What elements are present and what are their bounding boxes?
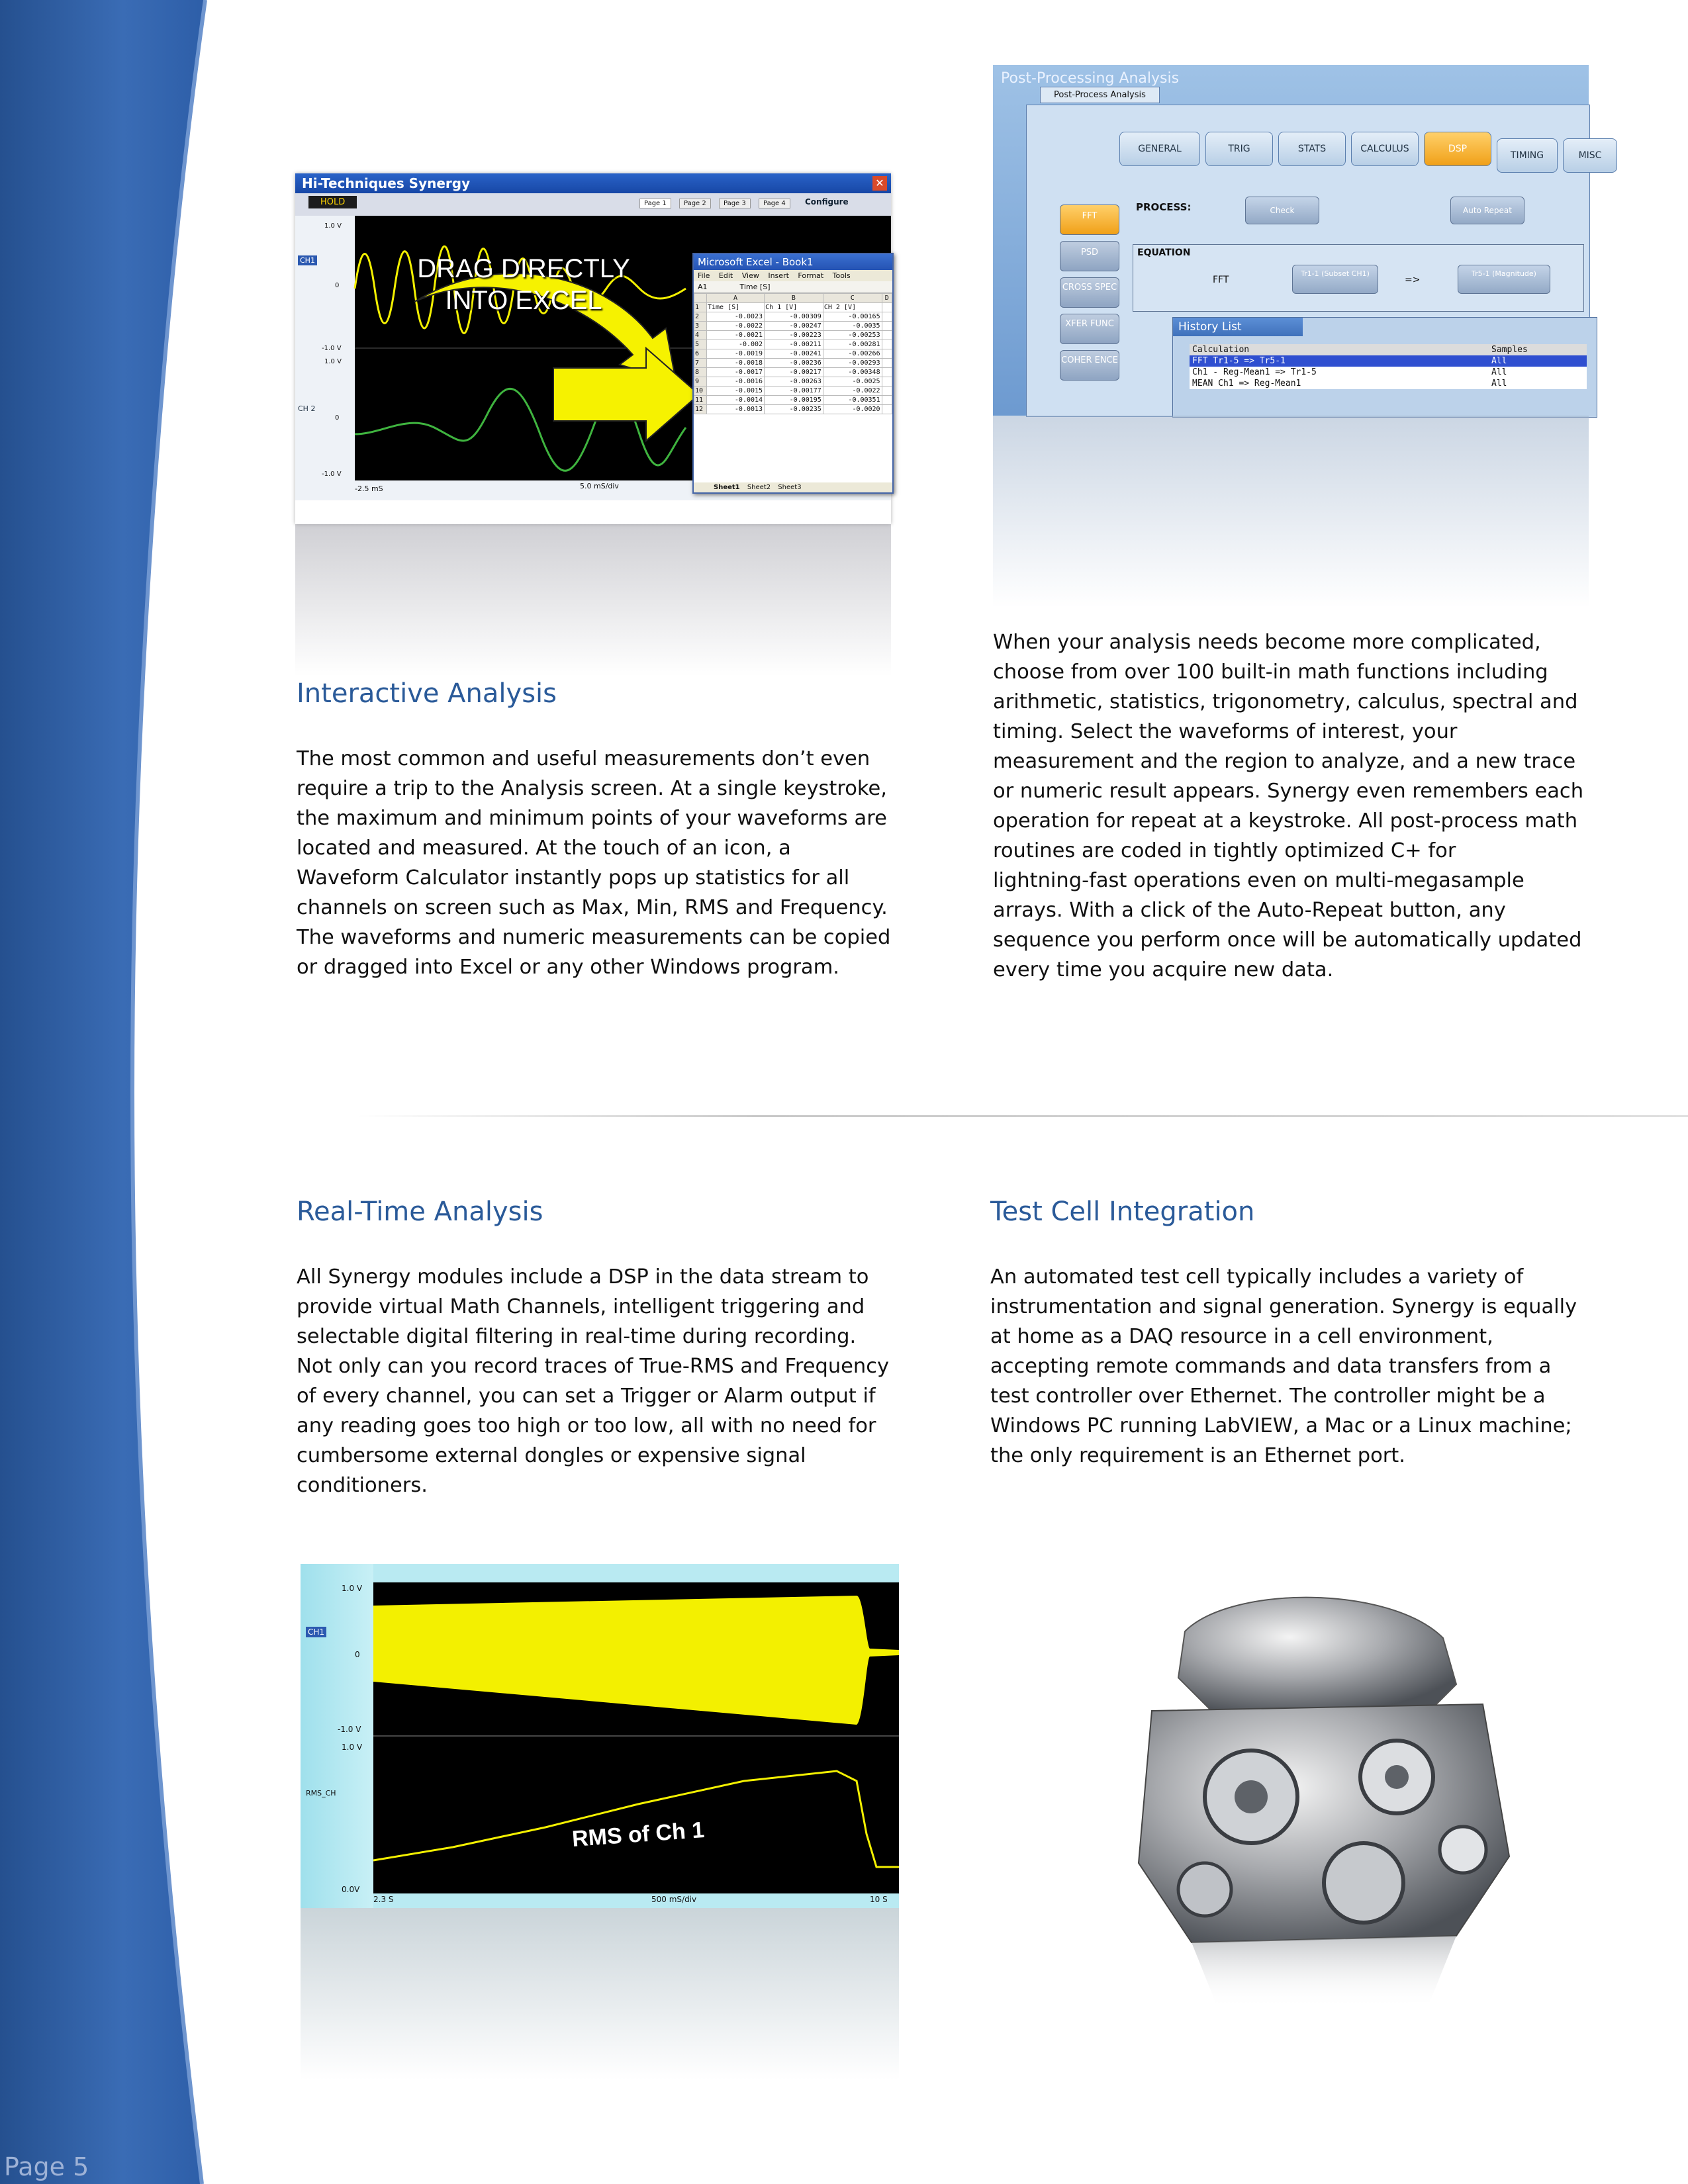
- equation-arrow: =>: [1405, 275, 1421, 285]
- excel-menu: [694, 270, 892, 281]
- excel-row-number[interactable]: 12: [694, 405, 707, 414]
- excel-cell[interactable]: CH 2 [V]: [823, 303, 882, 312]
- rms-y-label-5: 0.0V: [342, 1885, 360, 1894]
- excel-title: Microsoft Excel - Book1: [694, 254, 892, 270]
- excel-cell[interactable]: -0.00263: [765, 377, 823, 387]
- rms-x-right: 10 S: [870, 1895, 888, 1904]
- synergy-title-text: Hi-Techniques Synergy: [302, 175, 471, 191]
- excel-data-row: [694, 340, 892, 349]
- paragraph-line: selectable digital filtering in real-time during recording.: [297, 1325, 857, 1348]
- ch2-label: CH 2: [298, 404, 316, 413]
- paragraph-line: conditioners.: [297, 1474, 428, 1497]
- history-title: History List: [1173, 318, 1303, 336]
- real-time-analysis-body: [297, 1262, 894, 1500]
- ppa-reflection: [993, 416, 1589, 608]
- excel-data-row: [694, 377, 892, 387]
- engine-photo: [1086, 1578, 1549, 2115]
- equation-dst[interactable]: Tr5-1 (Magnitude): [1458, 265, 1550, 294]
- paragraph-line: sequence you perform once will be automatically updated: [993, 929, 1582, 952]
- tab-general[interactable]: GENERAL: [1119, 132, 1200, 166]
- rms-channel-label: RMS_CH: [306, 1789, 336, 1797]
- paragraph-line: cumbersome external dongles or expensive signal: [297, 1444, 806, 1467]
- paragraph-line: located and measured. At the touch of an icon, a: [297, 837, 791, 860]
- tab-page-4[interactable]: Page 4: [759, 199, 790, 208]
- excel-cell[interactable]: -0.00236: [765, 359, 823, 368]
- excel-menu-tools[interactable]: Tools: [832, 271, 851, 280]
- paragraph-line: timing. Select the waveforms of interest, your: [993, 720, 1458, 743]
- excel-data-row: [694, 396, 892, 405]
- excel-formula[interactable]: Time [S]: [739, 283, 771, 291]
- excel-cell[interactable]: -0.00253: [823, 331, 882, 340]
- paragraph-line: accepting remote commands and data transfers from a: [990, 1355, 1552, 1378]
- paragraph-line: operation for repeat at a keystroke. All post-process math: [993, 809, 1578, 833]
- synergy-toolbar: [295, 193, 891, 216]
- excel-data-row: [694, 331, 892, 340]
- overlay-line-1: DRAG DIRECTLY: [417, 254, 630, 283]
- excel-cell[interactable]: [882, 349, 892, 359]
- ppa-window-title: Post-Processing Analysis: [1001, 70, 1180, 87]
- excel-cell[interactable]: [882, 359, 892, 368]
- paragraph-line: arrays. With a click of the Auto-Repeat button, any: [993, 899, 1506, 922]
- excel-cell[interactable]: [882, 368, 892, 377]
- section-divider: [357, 1115, 1688, 1117]
- auto-repeat-button[interactable]: Auto Repeat: [1450, 197, 1524, 224]
- excel-cell[interactable]: -0.00293: [823, 359, 882, 368]
- overlay-line-2: INTO EXCEL: [445, 286, 602, 315]
- side-xfer-func[interactable]: XFER FUNC: [1060, 314, 1119, 344]
- test-cell-integration-heading: Test Cell Integration: [990, 1197, 1255, 1227]
- excel-cell[interactable]: [882, 331, 892, 340]
- excel-cell[interactable]: [882, 377, 892, 387]
- sheet-tab-1[interactable]: Sheet1: [714, 484, 740, 491]
- excel-row-number[interactable]: 2: [694, 312, 707, 322]
- excel-formula-bar: [694, 281, 892, 293]
- paragraph-line: the maximum and minimum points of your waveforms are: [297, 807, 887, 830]
- paragraph-line: Windows PC running LabVIEW, a Mac or a Linux machine;: [990, 1414, 1572, 1437]
- excel-cell-ref[interactable]: A1: [698, 283, 708, 291]
- page-number: Page 5: [4, 2152, 89, 2181]
- x-div-label: 5.0 mS/div: [580, 482, 619, 490]
- excel-col-d[interactable]: D: [882, 294, 892, 303]
- excel-header-row: 1 Time [S] Ch 1 [V] CH 2 [V]: [694, 303, 892, 312]
- paragraph-line: of every channel, you can set a Trigger or Alarm output if: [297, 1385, 876, 1408]
- configure-button[interactable]: Configure: [805, 197, 849, 206]
- paragraph-line: Not only can you record traces of True-RMS and Frequency: [297, 1355, 890, 1378]
- excel-cell[interactable]: -0.00235: [765, 405, 823, 414]
- tab-calculus[interactable]: CALCULUS: [1351, 132, 1419, 166]
- y-label-1: 1.0 V: [324, 222, 342, 230]
- excel-cell[interactable]: Time [S]: [707, 303, 765, 312]
- excel-cell[interactable]: -0.00241: [765, 349, 823, 359]
- tab-page-3[interactable]: Page 3: [719, 199, 751, 208]
- fft-label: FFT: [1213, 275, 1229, 285]
- excel-row-number[interactable]: 10: [694, 387, 707, 396]
- excel-row-number[interactable]: 3: [694, 322, 707, 331]
- tab-trig[interactable]: TRIG: [1205, 132, 1273, 166]
- side-psd[interactable]: PSD: [1060, 241, 1119, 271]
- rms-axis-strip: [301, 1564, 373, 1908]
- excel-row-number[interactable]: 11: [694, 396, 707, 405]
- rms-y-label-1: 1.0 V: [342, 1584, 363, 1593]
- excel-cell[interactable]: -0.00211: [765, 340, 823, 349]
- excel-row-number[interactable]: 6: [694, 349, 707, 359]
- x-left-label: -2.5 mS: [355, 484, 383, 493]
- ppa-screenshot: [993, 65, 1602, 416]
- paragraph-line: Waveform Calculator instantly pops up statistics for all: [297, 866, 850, 889]
- process-label: PROCESS:: [1136, 201, 1192, 213]
- excel-cell[interactable]: -0.00281: [823, 340, 882, 349]
- excel-cell[interactable]: -0.00348: [823, 368, 882, 377]
- excel-menu-view[interactable]: View: [741, 271, 759, 280]
- rms-x-div: 500 mS/div: [651, 1895, 697, 1904]
- history-col-calc: Calculation: [1192, 345, 1250, 355]
- history-calc: Ch1 - Reg-Mean1 => Tr1-5: [1192, 367, 1317, 377]
- tab-page-1[interactable]: Page 1: [639, 199, 671, 208]
- excel-data-row: [694, 349, 892, 359]
- excel-cell[interactable]: -0.0019: [707, 349, 765, 359]
- history-table: [1190, 344, 1587, 389]
- post-process-body: [993, 627, 1591, 985]
- rms-reflection: [301, 1908, 899, 2080]
- excel-col-c[interactable]: C: [823, 294, 882, 303]
- excel-cell[interactable]: -0.0018: [707, 359, 765, 368]
- excel-data-row: [694, 312, 892, 322]
- excel-cell[interactable]: -0.00217: [765, 368, 823, 377]
- y-label-6: -1.0 V: [322, 471, 342, 478]
- excel-cell[interactable]: [882, 322, 892, 331]
- excel-sheet-tabs: [694, 482, 892, 492]
- rms-scope-screenshot: [301, 1564, 899, 1908]
- history-header-row: [1190, 344, 1587, 355]
- side-coherence[interactable]: COHER ENCE: [1060, 350, 1119, 381]
- sheet-tab-2[interactable]: Sheet2: [747, 484, 771, 491]
- close-icon[interactable]: ✕: [872, 176, 887, 191]
- equation-src[interactable]: Tr1-1 (Subset CH1): [1292, 265, 1378, 294]
- excel-cell[interactable]: -0.0022: [707, 322, 765, 331]
- excel-cell[interactable]: -0.0016: [707, 377, 765, 387]
- excel-cell[interactable]: -0.0035: [823, 322, 882, 331]
- left-blue-swoosh: [0, 0, 212, 2184]
- excel-data-row: [694, 387, 892, 396]
- excel-cell[interactable]: [882, 340, 892, 349]
- excel-cell[interactable]: -0.0021: [707, 331, 765, 340]
- side-fft[interactable]: FFT: [1060, 205, 1119, 235]
- real-time-analysis-heading: Real-Time Analysis: [297, 1197, 543, 1227]
- overlay-text: [414, 253, 633, 316]
- paragraph-line: every time you acquire new data.: [993, 958, 1334, 981]
- excel-col-header-row: [694, 294, 892, 303]
- y-label-5: 0: [335, 414, 340, 422]
- history-samples: All: [1491, 356, 1507, 366]
- tab-dsp[interactable]: DSP: [1424, 132, 1491, 166]
- synergy-axis-strip: [295, 216, 355, 480]
- excel-col-a[interactable]: A: [707, 294, 765, 303]
- excel-cell[interactable]: [882, 396, 892, 405]
- tab-timing[interactable]: TIMING: [1497, 138, 1558, 173]
- test-cell-integration-body: [990, 1262, 1591, 1471]
- sheet-tab-3[interactable]: Sheet3: [778, 484, 802, 491]
- synergy-excel-screenshot: [295, 173, 891, 524]
- excel-cell[interactable]: -0.00195: [765, 396, 823, 405]
- paragraph-line: at home as a DAQ resource in a cell environment,: [990, 1325, 1493, 1348]
- paragraph-line: require a trip to the Analysis screen. At a single keystroke,: [297, 777, 887, 800]
- history-row[interactable]: [1190, 355, 1587, 367]
- paragraph-line: routines are coded in tightly optimized C+ for: [993, 839, 1456, 862]
- excel-cell[interactable]: -0.0022: [823, 387, 882, 396]
- paragraph-line: When your analysis needs become more complicated,: [993, 631, 1541, 654]
- excel-data-row: [694, 405, 892, 414]
- paragraph-line: The most common and useful measurements don’t even: [297, 747, 870, 770]
- rms-y-label-3: -1.0 V: [338, 1725, 361, 1734]
- paragraph-line: choose from over 100 built-in math functions including: [993, 660, 1548, 684]
- check-button[interactable]: Check: [1245, 197, 1319, 224]
- synergy-reflection: [295, 524, 891, 676]
- excel-cell[interactable]: -0.00165: [823, 312, 882, 322]
- history-samples: All: [1491, 367, 1507, 377]
- excel-row-number[interactable]: 5: [694, 340, 707, 349]
- excel-cell[interactable]: -0.0020: [823, 405, 882, 414]
- y-label-2: 0: [335, 282, 340, 289]
- excel-row-number[interactable]: 9: [694, 377, 707, 387]
- rms-ch1-badge: CH1: [306, 1627, 326, 1637]
- paragraph-line: or numeric result appears. Synergy even remembers each: [993, 780, 1584, 803]
- excel-grid: [694, 293, 892, 414]
- excel-cell[interactable]: -0.00309: [765, 312, 823, 322]
- ch1-badge: CH1: [298, 255, 317, 265]
- rms-x-left: 2.3 S: [373, 1895, 394, 1904]
- paragraph-line: test controller over Ethernet. The controller might be a: [990, 1385, 1546, 1408]
- excel-cell[interactable]: -0.00223: [765, 331, 823, 340]
- excel-cell[interactable]: -0.0015: [707, 387, 765, 396]
- excel-cell[interactable]: Ch 1 [V]: [765, 303, 823, 312]
- paragraph-line: provide virtual Math Channels, intelligent triggering and: [297, 1295, 865, 1318]
- excel-row-number[interactable]: 4: [694, 331, 707, 340]
- excel-cell[interactable]: -0.0014: [707, 396, 765, 405]
- excel-data-row: [694, 359, 892, 368]
- excel-window: [692, 253, 894, 494]
- paragraph-line: or dragged into Excel or any other Windows program.: [297, 956, 839, 979]
- excel-col-b[interactable]: B: [765, 294, 823, 303]
- history-calc: FFT Tr1-5 => Tr5-1: [1192, 356, 1286, 366]
- interactive-analysis-body: [297, 744, 894, 982]
- tab-misc[interactable]: MISC: [1563, 138, 1617, 173]
- rms-y-label-4: 1.0 V: [342, 1743, 363, 1752]
- excel-cell[interactable]: [882, 387, 892, 396]
- excel-cell[interactable]: -0.002: [707, 340, 765, 349]
- rms-y-label-2: 0: [355, 1650, 360, 1659]
- excel-cell[interactable]: -0.0017: [707, 368, 765, 377]
- excel-data-row: [694, 368, 892, 377]
- paragraph-line: An automated test cell typically includes a variety of: [990, 1265, 1524, 1289]
- history-calc: MEAN Ch1 => Reg-Mean1: [1192, 379, 1301, 388]
- excel-menu-edit[interactable]: Edit: [718, 271, 733, 280]
- interactive-analysis-heading: Interactive Analysis: [297, 678, 557, 709]
- history-samples: All: [1491, 379, 1507, 388]
- excel-cell[interactable]: [882, 312, 892, 322]
- paragraph-line: channels on screen such as Max, Min, RMS and Frequency.: [297, 896, 888, 919]
- excel-row-number[interactable]: 8: [694, 368, 707, 377]
- paragraph-line: The waveforms and numeric measurements can be copied: [297, 926, 891, 949]
- paragraph-line: instrumentation and signal generation. Synergy is equally: [990, 1295, 1577, 1318]
- hold-button[interactable]: HOLD: [308, 196, 357, 208]
- y-label-4: 1.0 V: [324, 358, 342, 365]
- excel-cell[interactable]: -0.00177: [765, 387, 823, 396]
- excel-cell[interactable]: -0.0025: [823, 377, 882, 387]
- excel-cell[interactable]: -0.00351: [823, 396, 882, 405]
- paragraph-line: lightning-fast operations even on multi-megasample: [993, 869, 1524, 892]
- history-row[interactable]: [1190, 378, 1587, 389]
- y-label-3: -1.0 V: [322, 345, 342, 352]
- ppa-panel-tab[interactable]: Post-Process Analysis: [1040, 87, 1160, 103]
- excel-data-row: [694, 322, 892, 331]
- history-row[interactable]: [1190, 367, 1587, 378]
- excel-cell[interactable]: -0.0023: [707, 312, 765, 322]
- paragraph-line: measurement and the region to analyze, and a new trace: [993, 750, 1576, 773]
- excel-cell[interactable]: [882, 405, 892, 414]
- history-col-samples: Samples: [1491, 345, 1528, 355]
- excel-row-number[interactable]: 7: [694, 359, 707, 368]
- side-cross-spec[interactable]: CROSS SPEC: [1060, 277, 1119, 308]
- tab-stats[interactable]: STATS: [1278, 132, 1346, 166]
- ppa-panel: [1026, 90, 1602, 417]
- excel-cell[interactable]: -0.00247: [765, 322, 823, 331]
- tab-page-2[interactable]: Page 2: [679, 199, 711, 208]
- paragraph-line: All Synergy modules include a DSP in the data stream to: [297, 1265, 869, 1289]
- synergy-window-title: [295, 173, 891, 193]
- rms-trace-caption: RMS of Ch 1: [571, 1817, 706, 1852]
- paragraph-line: any reading goes too high or too low, all with no need for: [297, 1414, 876, 1437]
- paragraph-line: the only requirement is an Ethernet port.: [990, 1444, 1405, 1467]
- equation-label: EQUATION: [1137, 248, 1191, 258]
- excel-menu-file[interactable]: File: [698, 271, 710, 280]
- excel-cell[interactable]: -0.0013: [707, 405, 765, 414]
- paragraph-line: arithmetic, statistics, trigonometry, calculus, spectral and: [993, 690, 1578, 713]
- excel-cell[interactable]: -0.00266: [823, 349, 882, 359]
- history-list: [1172, 317, 1597, 418]
- excel-menu-format[interactable]: Format: [798, 271, 824, 280]
- excel-menu-insert[interactable]: Insert: [768, 271, 789, 280]
- equation-box: [1133, 244, 1584, 312]
